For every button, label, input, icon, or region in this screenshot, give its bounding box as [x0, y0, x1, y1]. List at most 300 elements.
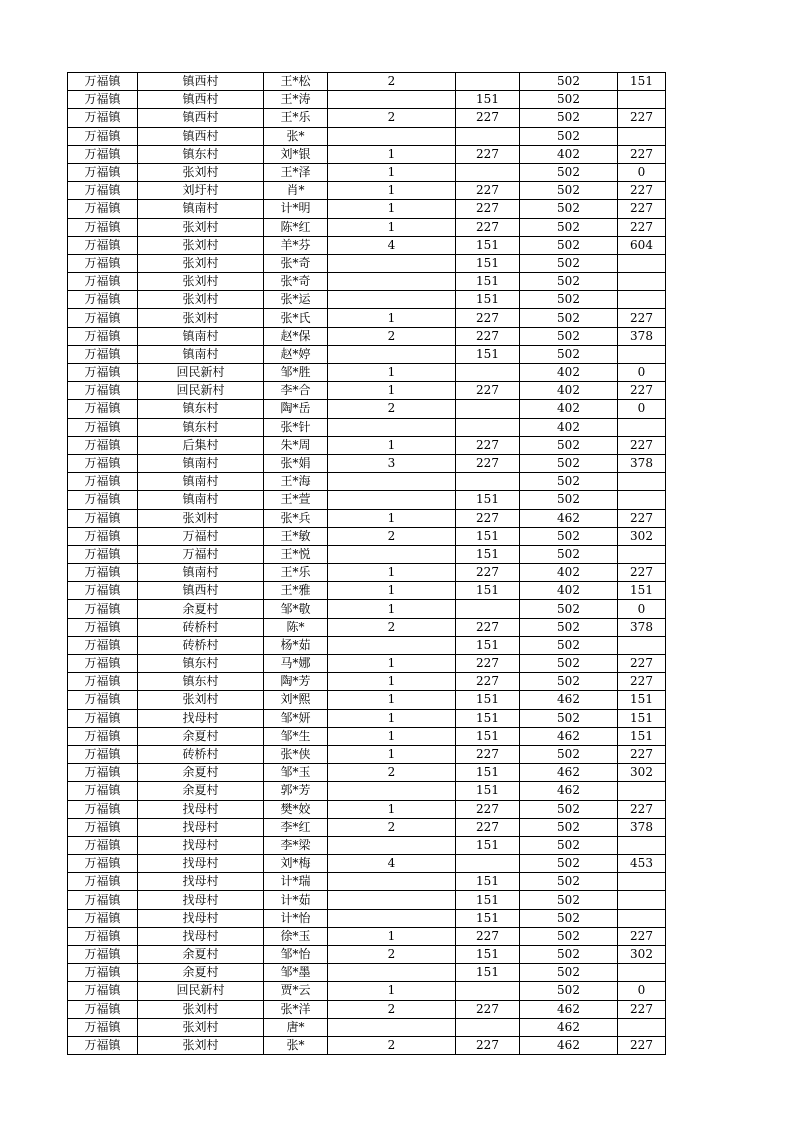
village-cell: 找母村 [138, 891, 264, 909]
value-b-cell: 402 [520, 382, 618, 400]
count-cell: 1 [328, 927, 456, 945]
count-cell [328, 873, 456, 891]
name-cell: 张*奇 [264, 273, 328, 291]
town-cell: 万福镇 [68, 218, 138, 236]
table-row [68, 109, 666, 127]
name-cell: 马*娜 [264, 655, 328, 673]
value-a-cell: 227 [456, 145, 520, 163]
village-cell: 余夏村 [138, 782, 264, 800]
count-cell: 2 [328, 818, 456, 836]
value-a-cell: 227 [456, 1036, 520, 1054]
table-row [68, 236, 666, 254]
count-cell: 4 [328, 855, 456, 873]
town-cell: 万福镇 [68, 1018, 138, 1036]
village-cell: 张刘村 [138, 1000, 264, 1018]
amount-cell: 302 [618, 527, 666, 545]
town-cell: 万福镇 [68, 727, 138, 745]
amount-cell: 227 [618, 745, 666, 763]
table-row [68, 345, 666, 363]
data-table [67, 72, 666, 1055]
village-cell: 镇东村 [138, 400, 264, 418]
amount-cell: 378 [618, 454, 666, 472]
count-cell: 1 [328, 727, 456, 745]
amount-cell: 151 [618, 691, 666, 709]
name-cell: 郭*芳 [264, 782, 328, 800]
village-cell: 砖桥村 [138, 618, 264, 636]
table-row [68, 745, 666, 763]
town-cell: 万福镇 [68, 1000, 138, 1018]
amount-cell [618, 254, 666, 272]
name-cell: 王*敏 [264, 527, 328, 545]
village-cell: 张刘村 [138, 273, 264, 291]
amount-cell: 302 [618, 946, 666, 964]
village-cell: 镇南村 [138, 200, 264, 218]
amount-cell: 378 [618, 818, 666, 836]
village-cell: 回民新村 [138, 382, 264, 400]
name-cell: 王*海 [264, 473, 328, 491]
name-cell: 邹*敬 [264, 600, 328, 618]
value-a-cell: 151 [456, 636, 520, 654]
name-cell: 刘*梅 [264, 855, 328, 873]
village-cell: 找母村 [138, 873, 264, 891]
value-b-cell: 502 [520, 946, 618, 964]
value-a-cell: 151 [456, 254, 520, 272]
table-row [68, 855, 666, 873]
value-b-cell: 502 [520, 254, 618, 272]
value-b-cell: 462 [520, 727, 618, 745]
town-cell: 万福镇 [68, 145, 138, 163]
value-a-cell: 227 [456, 454, 520, 472]
village-cell: 镇西村 [138, 109, 264, 127]
count-cell: 1 [328, 145, 456, 163]
town-cell: 万福镇 [68, 127, 138, 145]
amount-cell: 227 [618, 673, 666, 691]
value-b-cell: 502 [520, 236, 618, 254]
table-row [68, 200, 666, 218]
town-cell: 万福镇 [68, 236, 138, 254]
name-cell: 王*雅 [264, 582, 328, 600]
value-b-cell: 502 [520, 473, 618, 491]
table-row [68, 891, 666, 909]
amount-cell: 0 [618, 163, 666, 181]
value-a-cell: 151 [456, 582, 520, 600]
name-cell: 张*洋 [264, 1000, 328, 1018]
value-b-cell: 402 [520, 418, 618, 436]
value-b-cell: 462 [520, 782, 618, 800]
value-b-cell: 502 [520, 200, 618, 218]
count-cell [328, 91, 456, 109]
amount-cell [618, 127, 666, 145]
count-cell: 1 [328, 709, 456, 727]
name-cell: 陈* [264, 618, 328, 636]
name-cell: 邹*墨 [264, 964, 328, 982]
village-cell: 张刘村 [138, 291, 264, 309]
town-cell: 万福镇 [68, 582, 138, 600]
value-b-cell: 502 [520, 545, 618, 563]
name-cell: 李*梁 [264, 836, 328, 854]
count-cell [328, 273, 456, 291]
amount-cell: 378 [618, 618, 666, 636]
amount-cell [618, 891, 666, 909]
name-cell: 赵*保 [264, 327, 328, 345]
town-cell: 万福镇 [68, 454, 138, 472]
table-row [68, 1000, 666, 1018]
value-a-cell: 151 [456, 964, 520, 982]
name-cell: 王*悦 [264, 545, 328, 563]
village-cell: 张刘村 [138, 691, 264, 709]
value-a-cell: 227 [456, 618, 520, 636]
table-row [68, 618, 666, 636]
value-b-cell: 502 [520, 327, 618, 345]
value-b-cell: 502 [520, 636, 618, 654]
count-cell: 1 [328, 364, 456, 382]
town-cell: 万福镇 [68, 982, 138, 1000]
value-a-cell [456, 473, 520, 491]
count-cell [328, 418, 456, 436]
value-a-cell [456, 1018, 520, 1036]
table-row [68, 473, 666, 491]
amount-cell [618, 782, 666, 800]
value-b-cell: 502 [520, 454, 618, 472]
village-cell: 镇东村 [138, 145, 264, 163]
village-cell: 刘圩村 [138, 182, 264, 200]
count-cell [328, 782, 456, 800]
value-b-cell: 462 [520, 764, 618, 782]
count-cell: 4 [328, 236, 456, 254]
count-cell: 1 [328, 200, 456, 218]
name-cell: 计*瑞 [264, 873, 328, 891]
name-cell: 王*松 [264, 73, 328, 91]
name-cell: 肖* [264, 182, 328, 200]
table-row [68, 1018, 666, 1036]
value-a-cell: 151 [456, 764, 520, 782]
value-b-cell: 502 [520, 163, 618, 181]
town-cell: 万福镇 [68, 655, 138, 673]
village-cell: 万福村 [138, 545, 264, 563]
count-cell: 2 [328, 1036, 456, 1054]
value-a-cell [456, 855, 520, 873]
town-cell: 万福镇 [68, 745, 138, 763]
town-cell: 万福镇 [68, 764, 138, 782]
value-b-cell: 462 [520, 1036, 618, 1054]
value-a-cell: 151 [456, 873, 520, 891]
table-row [68, 436, 666, 454]
village-cell: 张刘村 [138, 1036, 264, 1054]
amount-cell: 227 [618, 145, 666, 163]
count-cell: 1 [328, 218, 456, 236]
town-cell: 万福镇 [68, 254, 138, 272]
name-cell: 赵*婷 [264, 345, 328, 363]
name-cell: 计*明 [264, 200, 328, 218]
amount-cell [618, 909, 666, 927]
amount-cell: 227 [618, 509, 666, 527]
amount-cell [618, 345, 666, 363]
town-cell: 万福镇 [68, 545, 138, 563]
value-b-cell: 502 [520, 982, 618, 1000]
count-cell: 1 [328, 309, 456, 327]
table-row [68, 600, 666, 618]
name-cell: 张*兵 [264, 509, 328, 527]
name-cell: 羊*芬 [264, 236, 328, 254]
name-cell: 张*运 [264, 291, 328, 309]
table-row [68, 254, 666, 272]
value-b-cell: 502 [520, 273, 618, 291]
village-cell: 找母村 [138, 709, 264, 727]
amount-cell: 227 [618, 182, 666, 200]
value-a-cell: 151 [456, 491, 520, 509]
count-cell: 1 [328, 582, 456, 600]
amount-cell [618, 1018, 666, 1036]
value-a-cell: 227 [456, 436, 520, 454]
amount-cell: 151 [618, 582, 666, 600]
count-cell: 1 [328, 436, 456, 454]
table-row [68, 491, 666, 509]
value-b-cell: 402 [520, 564, 618, 582]
count-cell [328, 545, 456, 563]
table-row [68, 418, 666, 436]
town-cell: 万福镇 [68, 873, 138, 891]
town-cell: 万福镇 [68, 600, 138, 618]
value-b-cell: 502 [520, 891, 618, 909]
value-b-cell: 502 [520, 709, 618, 727]
count-cell [328, 909, 456, 927]
amount-cell [618, 636, 666, 654]
value-b-cell: 462 [520, 1018, 618, 1036]
value-b-cell: 502 [520, 345, 618, 363]
amount-cell: 0 [618, 982, 666, 1000]
value-a-cell [456, 982, 520, 1000]
amount-cell: 227 [618, 1036, 666, 1054]
village-cell: 镇南村 [138, 345, 264, 363]
count-cell: 2 [328, 1000, 456, 1018]
town-cell: 万福镇 [68, 182, 138, 200]
table-row [68, 636, 666, 654]
town-cell: 万福镇 [68, 327, 138, 345]
village-cell: 砖桥村 [138, 636, 264, 654]
name-cell: 樊*姣 [264, 800, 328, 818]
count-cell: 2 [328, 327, 456, 345]
value-b-cell: 502 [520, 855, 618, 873]
town-cell: 万福镇 [68, 527, 138, 545]
table-row [68, 291, 666, 309]
value-b-cell: 502 [520, 127, 618, 145]
table-row [68, 782, 666, 800]
count-cell: 1 [328, 745, 456, 763]
value-b-cell: 502 [520, 309, 618, 327]
amount-cell: 227 [618, 655, 666, 673]
table-row [68, 545, 666, 563]
value-b-cell: 402 [520, 400, 618, 418]
name-cell: 王*乐 [264, 109, 328, 127]
town-cell: 万福镇 [68, 309, 138, 327]
amount-cell: 151 [618, 73, 666, 91]
name-cell: 计*怡 [264, 909, 328, 927]
value-a-cell [456, 400, 520, 418]
value-a-cell: 151 [456, 836, 520, 854]
value-b-cell: 502 [520, 800, 618, 818]
count-cell [328, 127, 456, 145]
value-b-cell: 502 [520, 655, 618, 673]
value-a-cell: 151 [456, 273, 520, 291]
value-a-cell: 227 [456, 182, 520, 200]
count-cell [328, 491, 456, 509]
value-a-cell: 227 [456, 800, 520, 818]
amount-cell [618, 273, 666, 291]
village-cell: 余夏村 [138, 600, 264, 618]
value-b-cell: 502 [520, 836, 618, 854]
town-cell: 万福镇 [68, 1036, 138, 1054]
name-cell: 计*茹 [264, 891, 328, 909]
village-cell: 张刘村 [138, 509, 264, 527]
town-cell: 万福镇 [68, 473, 138, 491]
town-cell: 万福镇 [68, 618, 138, 636]
amount-cell: 227 [618, 800, 666, 818]
value-a-cell: 227 [456, 309, 520, 327]
count-cell: 2 [328, 764, 456, 782]
value-b-cell: 502 [520, 491, 618, 509]
amount-cell: 227 [618, 309, 666, 327]
town-cell: 万福镇 [68, 636, 138, 654]
count-cell [328, 636, 456, 654]
count-cell: 1 [328, 182, 456, 200]
count-cell [328, 473, 456, 491]
town-cell: 万福镇 [68, 946, 138, 964]
town-cell: 万福镇 [68, 836, 138, 854]
village-cell: 镇东村 [138, 673, 264, 691]
village-cell: 镇南村 [138, 327, 264, 345]
value-b-cell: 502 [520, 600, 618, 618]
town-cell: 万福镇 [68, 418, 138, 436]
town-cell: 万福镇 [68, 673, 138, 691]
town-cell: 万福镇 [68, 291, 138, 309]
name-cell: 徐*玉 [264, 927, 328, 945]
table-row [68, 946, 666, 964]
value-a-cell [456, 418, 520, 436]
value-b-cell: 502 [520, 91, 618, 109]
table-row [68, 764, 666, 782]
count-cell: 1 [328, 800, 456, 818]
value-b-cell: 502 [520, 218, 618, 236]
name-cell: 李*合 [264, 382, 328, 400]
amount-cell: 0 [618, 600, 666, 618]
amount-cell [618, 91, 666, 109]
table-row [68, 182, 666, 200]
table-row [68, 818, 666, 836]
amount-cell [618, 836, 666, 854]
value-b-cell: 502 [520, 618, 618, 636]
value-a-cell: 151 [456, 527, 520, 545]
count-cell [328, 254, 456, 272]
value-b-cell: 502 [520, 527, 618, 545]
name-cell: 陈*红 [264, 218, 328, 236]
name-cell: 陶*岳 [264, 400, 328, 418]
village-cell: 后集村 [138, 436, 264, 454]
amount-cell: 227 [618, 200, 666, 218]
value-a-cell [456, 163, 520, 181]
village-cell: 余夏村 [138, 946, 264, 964]
value-a-cell: 151 [456, 345, 520, 363]
village-cell: 镇西村 [138, 582, 264, 600]
count-cell [328, 964, 456, 982]
village-cell: 找母村 [138, 818, 264, 836]
table-row [68, 982, 666, 1000]
table-row [68, 873, 666, 891]
name-cell: 杨*茹 [264, 636, 328, 654]
name-cell: 张*娟 [264, 454, 328, 472]
value-a-cell [456, 600, 520, 618]
name-cell: 邹*胜 [264, 364, 328, 382]
amount-cell: 151 [618, 727, 666, 745]
table-row [68, 709, 666, 727]
amount-cell: 227 [618, 436, 666, 454]
village-cell: 镇东村 [138, 418, 264, 436]
count-cell: 2 [328, 618, 456, 636]
value-b-cell: 502 [520, 818, 618, 836]
amount-cell: 227 [618, 927, 666, 945]
name-cell: 刘*熙 [264, 691, 328, 709]
village-cell: 张刘村 [138, 236, 264, 254]
amount-cell: 0 [618, 400, 666, 418]
table-row [68, 655, 666, 673]
value-b-cell: 502 [520, 964, 618, 982]
table-row [68, 364, 666, 382]
name-cell: 刘*银 [264, 145, 328, 163]
value-a-cell [456, 73, 520, 91]
town-cell: 万福镇 [68, 691, 138, 709]
table-row [68, 400, 666, 418]
village-cell: 找母村 [138, 800, 264, 818]
count-cell [328, 891, 456, 909]
name-cell: 张* [264, 127, 328, 145]
town-cell: 万福镇 [68, 964, 138, 982]
count-cell: 1 [328, 673, 456, 691]
count-cell: 2 [328, 527, 456, 545]
value-b-cell: 462 [520, 1000, 618, 1018]
town-cell: 万福镇 [68, 200, 138, 218]
count-cell: 3 [328, 454, 456, 472]
town-cell: 万福镇 [68, 109, 138, 127]
count-cell: 1 [328, 982, 456, 1000]
value-b-cell: 502 [520, 673, 618, 691]
count-cell: 2 [328, 400, 456, 418]
town-cell: 万福镇 [68, 818, 138, 836]
amount-cell [618, 491, 666, 509]
value-a-cell: 227 [456, 382, 520, 400]
village-cell: 镇东村 [138, 655, 264, 673]
village-cell: 张刘村 [138, 163, 264, 181]
town-cell: 万福镇 [68, 855, 138, 873]
village-cell: 镇西村 [138, 91, 264, 109]
count-cell: 1 [328, 691, 456, 709]
name-cell: 邹*玉 [264, 764, 328, 782]
village-cell: 余夏村 [138, 964, 264, 982]
amount-cell: 227 [618, 218, 666, 236]
count-cell: 2 [328, 73, 456, 91]
value-a-cell: 227 [456, 218, 520, 236]
village-cell: 找母村 [138, 855, 264, 873]
value-a-cell: 227 [456, 745, 520, 763]
value-b-cell: 502 [520, 927, 618, 945]
town-cell: 万福镇 [68, 382, 138, 400]
town-cell: 万福镇 [68, 891, 138, 909]
town-cell: 万福镇 [68, 364, 138, 382]
value-a-cell: 227 [456, 109, 520, 127]
name-cell: 张*奇 [264, 254, 328, 272]
village-cell: 找母村 [138, 836, 264, 854]
town-cell: 万福镇 [68, 73, 138, 91]
name-cell: 朱*周 [264, 436, 328, 454]
name-cell: 王*涛 [264, 91, 328, 109]
